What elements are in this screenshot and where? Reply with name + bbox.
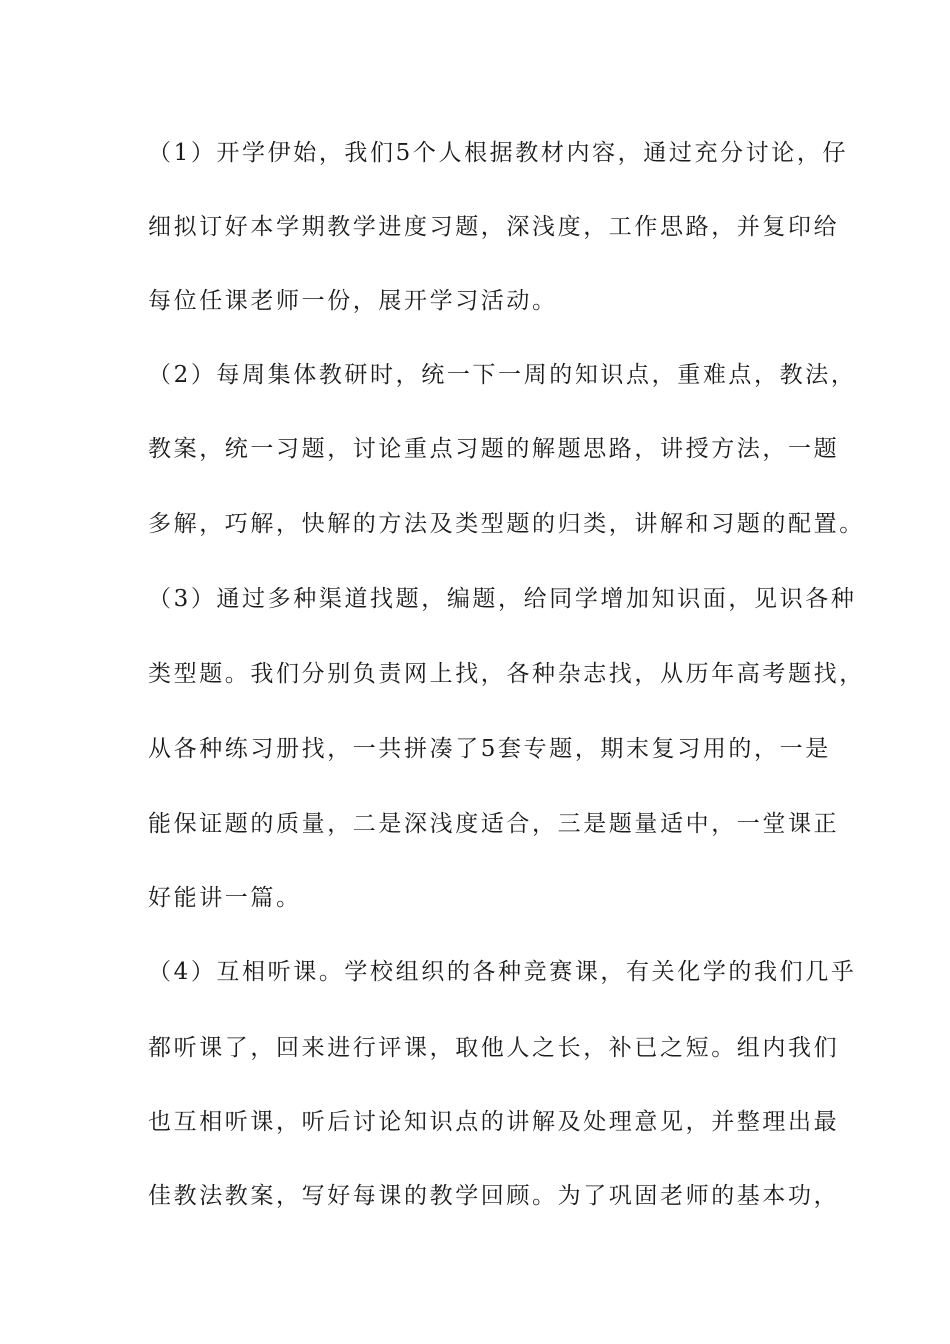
paragraph-3-line-1: （3）通过多种渠道找题，编题，给同学增加知识面，见识各种	[148, 586, 857, 612]
paragraph-2-line-1: （2）每周集体教研时，统一下一周的知识点，重难点，教法，	[148, 362, 857, 388]
paragraph-4-line-2: 都听课了，回来进行评课，取他人之长，补已之短。组内我们	[148, 1035, 840, 1061]
paragraph-4-line-1: （4）互相听课。学校组织的各种竞赛课，有关化学的我们几乎	[148, 959, 857, 985]
paragraph-3-line-4: 能保证题的质量，二是深浅度适合，三是题量适中，一堂课正	[148, 811, 840, 837]
paragraph-4-line-4: 佳教法教案，写好每课的教学回顾。为了巩固老师的基本功，	[148, 1183, 840, 1209]
paragraph-3-line-5: 好能讲一篇。	[148, 885, 302, 911]
paragraph-2-line-2: 教案，统一习题，讨论重点习题的解题思路，讲授方法，一题	[148, 436, 840, 462]
paragraph-2-line-3: 多解，巧解，快解的方法及类型题的归类，讲解和习题的配置。	[148, 511, 865, 537]
paragraph-1-line-1: （1）开学伊始，我们5个人根据教材内容，通过充分讨论，仔	[148, 140, 849, 166]
paragraph-1-line-2: 细拟订好本学期教学进度习题，深浅度，工作思路，并复印给	[148, 214, 840, 240]
paragraph-1-line-3: 每位任课老师一份，展开学习活动。	[148, 288, 558, 314]
paragraph-3-line-3: 从各种练习册找，一共拼凑了5套专题，期末复习用的，一是	[148, 736, 831, 762]
paragraph-3-line-2: 类型题。我们分别负责网上找，各种杂志找，从历年高考题找，	[148, 661, 865, 687]
paragraph-4-line-3: 也互相听课，听后讨论知识点的讲解及处理意见，并整理出最	[148, 1109, 840, 1135]
